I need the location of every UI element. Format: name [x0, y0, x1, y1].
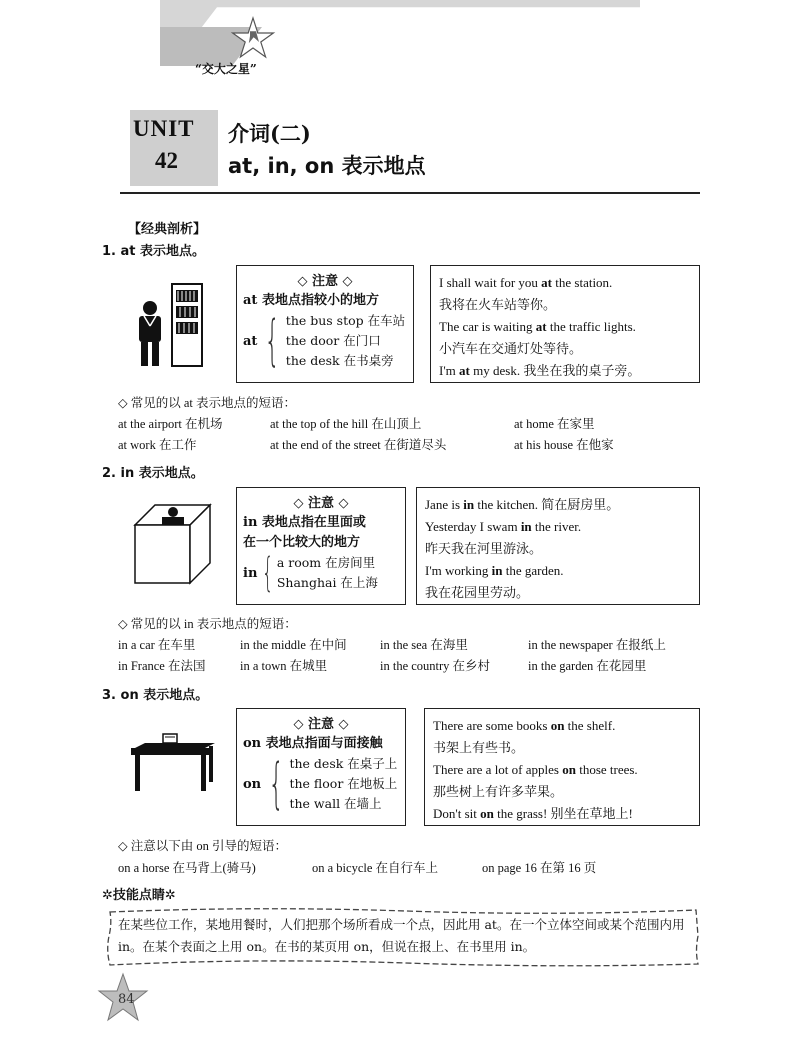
- note-item: Shanghai 在上海: [276, 575, 378, 590]
- note-box-at: [236, 265, 414, 383]
- brace-icon: {: [268, 752, 285, 815]
- phrase: at the airport 在机场: [118, 417, 223, 431]
- unit-number: 42: [155, 148, 178, 173]
- phrase: in the garden 在花园里: [528, 659, 647, 673]
- note-definition: on 表地点指面与面接触: [243, 736, 383, 751]
- section-title-on: 3. on 表示地点。: [102, 688, 209, 703]
- note-item: the wall 在墙上: [289, 796, 382, 811]
- phrase: at home 在家里: [514, 417, 595, 431]
- phrase: at the top of the hill 在山顶上: [270, 417, 422, 431]
- note-box-on: [236, 708, 406, 826]
- note-item: a room 在房间里: [276, 555, 376, 570]
- note-preposition: at: [243, 333, 258, 349]
- section-label: 【经典剖析】: [128, 222, 207, 237]
- brace-icon: {: [262, 550, 274, 596]
- phrase: at the end of the street 在街道尽头: [270, 438, 447, 452]
- note-item: the desk 在桌子上: [289, 756, 398, 771]
- unit-word: UNIT: [133, 116, 195, 141]
- note-definition: in 表地点指在里面或: [243, 515, 366, 530]
- note-item: the floor 在地板上: [289, 776, 398, 791]
- example-box-in: [416, 487, 700, 605]
- note-preposition: in: [243, 565, 258, 581]
- phrase: in the sea 在海里: [380, 638, 468, 652]
- tips-label: ✲技能点睛✲: [102, 888, 176, 903]
- example-line: Yesterday I swam in the river.: [425, 519, 582, 534]
- note-heading: ◇ 注意 ◇: [293, 717, 349, 732]
- phrase-title-at: ◇ 常见的以 at 表示地点的短语：: [118, 396, 297, 410]
- section-title-at: 1. at 表示地点。: [102, 244, 206, 259]
- header-divider: [120, 192, 700, 194]
- phrase: at his house 在他家: [514, 438, 614, 452]
- example-line: There are a lot of apples on those trees.: [433, 762, 638, 777]
- phrase: in the country 在乡村: [380, 659, 491, 673]
- example-line: There are some books on the shelf.: [433, 718, 616, 733]
- note-box-in: [236, 487, 406, 605]
- example-line: I shall wait for you at the station.: [439, 275, 613, 290]
- table-icon: [125, 730, 220, 795]
- example-line: 昨天我在河里游泳。: [425, 541, 543, 556]
- example-line: I'm at my desk. 我坐在我的桌子旁。: [439, 363, 641, 378]
- example-line: 那些树上有许多苹果。: [433, 784, 564, 799]
- phrase: in the middle 在中间: [240, 638, 347, 652]
- person-in-box-icon: [130, 500, 215, 590]
- example-line: I'm working in the garden.: [425, 563, 564, 578]
- example-line: 我在花园里劳动。: [425, 585, 530, 600]
- phrase: in a car 在车里: [118, 638, 196, 652]
- phrase: on a horse 在马背上(骑马): [118, 861, 256, 875]
- page-number: 84: [118, 992, 135, 1007]
- phrase-title-in: ◇ 常见的以 in 表示地点的短语：: [118, 617, 297, 631]
- note-heading: ◇ 注意 ◇: [297, 274, 353, 289]
- phrase: on a bicycle 在自行车上: [312, 861, 439, 875]
- example-box-at: [430, 265, 700, 383]
- example-line: 我将在火车站等你。: [439, 297, 557, 312]
- note-item: the desk 在书桌旁: [285, 353, 394, 368]
- page-title: 介词(二): [228, 121, 311, 146]
- phrase: in France 在法国: [118, 659, 206, 673]
- example-line: 小汽车在交通灯处等待。: [439, 341, 583, 356]
- note-preposition: on: [243, 776, 262, 792]
- note-item: the door 在门口: [285, 333, 381, 348]
- note-definition: at 表地点指较小的地方: [243, 293, 379, 308]
- phrase: in a town 在城里: [240, 659, 328, 673]
- note-heading: ◇ 注意 ◇: [293, 496, 349, 511]
- page-subtitle: at, in, on 表示地点: [228, 154, 426, 178]
- example-line: 书架上有些书。: [433, 740, 525, 755]
- tips-text: 在某些位工作，某地用餐时，人们把那个场所看成一个点，因此用 at。在一个立体空间或某个范围内用 in。在某个表面之上用 on。在书的某页用 on，但说在报上、在书里用 in。: [118, 917, 685, 954]
- example-line: The car is waiting at the traffic lights.: [439, 319, 636, 334]
- phrase: on page 16 在第 16 页: [482, 861, 597, 875]
- section-title-in: 2. in 表示地点。: [102, 466, 204, 481]
- example-line: Jane is in the kitchen. 简在厨房里。: [425, 497, 620, 512]
- header-banner: [0, 0, 800, 120]
- example-line: Don't sit on the grass! 别坐在草地上!: [433, 806, 633, 821]
- phrase: at work 在工作: [118, 438, 197, 452]
- brand-label: “交大之星”: [195, 62, 257, 76]
- person-at-desk-icon: [132, 282, 207, 372]
- phrase-title-on: ◇ 注意以下由 on 引导的短语：: [118, 839, 287, 853]
- brace-icon: {: [264, 309, 281, 372]
- note-item: the bus stop 在车站: [285, 313, 406, 328]
- example-box-on: [424, 708, 700, 826]
- note-definition: 在一个比较大的地方: [243, 535, 361, 550]
- phrase: in the newspaper 在报纸上: [528, 638, 666, 652]
